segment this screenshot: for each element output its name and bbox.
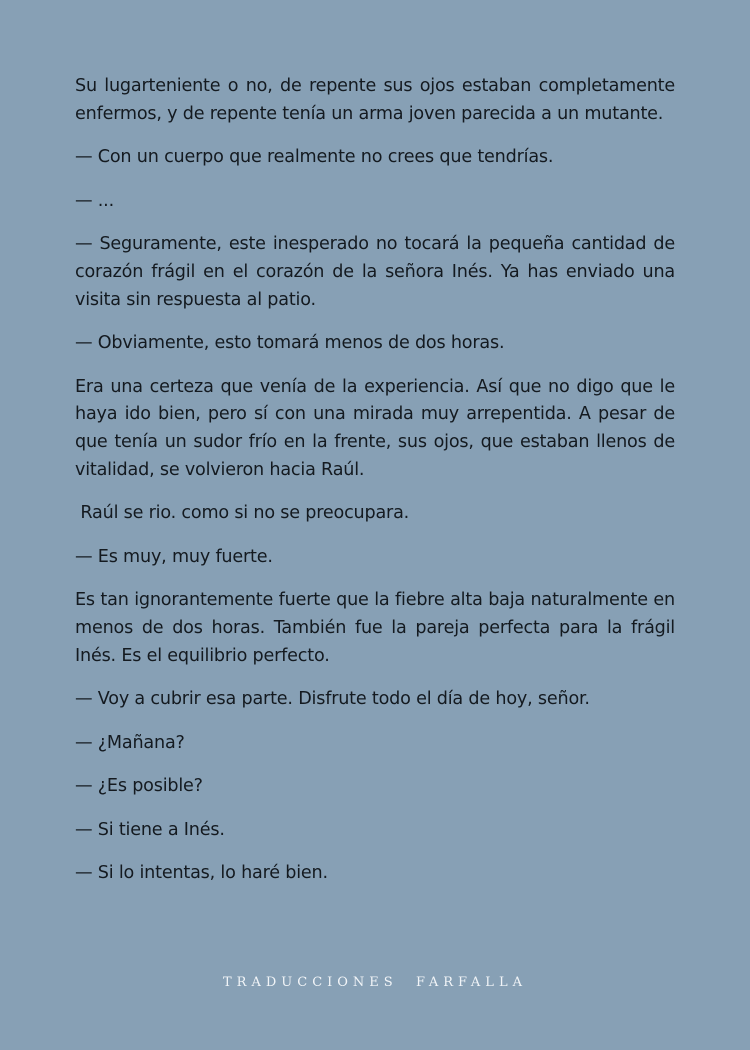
page-body xyxy=(75,73,675,904)
paragraph: — Es muy, muy fuerte. xyxy=(75,546,273,567)
paragraph: — ¿Mañana? xyxy=(75,732,185,753)
paragraph: Era una certeza que venía de la experiencia. Así que no digo que le haya ido bien, pero sí con una mirada muy arrepentida. A pesar de que tenía un sudor frío en la frente, sus ojos, que estaban llenos de vitalidad, se volvieron hacia Raúl. xyxy=(75,376,675,480)
paragraph: — ¿Es posible? xyxy=(75,776,203,797)
paragraph: Su lugarteniente o no, de repente sus ojos estaban completamente enfermos, y de repente tenía un arma joven parecida a un mutante. xyxy=(75,76,675,124)
paragraph: — Seguramente, este inesperado no tocará la pequeña cantidad de corazón frágil en el corazón de la señora Inés. Ya has enviado una visita sin respuesta al patio. xyxy=(75,234,675,310)
paragraph: Raúl se rio. como si no se preocupara. xyxy=(75,503,410,524)
paragraph: — Voy a cubrir esa parte. Disfrute todo el día de hoy, señor. xyxy=(75,689,590,710)
paragraph: — ... xyxy=(75,190,114,211)
paragraph: — Si lo intentas, lo haré bien. xyxy=(75,863,328,884)
footer-credit: TRADUCCIONES FARFALLA xyxy=(223,975,527,990)
paragraph: — Si tiene a Inés. xyxy=(75,819,225,840)
paragraph: — Obviamente, esto tomará menos de dos horas. xyxy=(75,333,505,354)
paragraph: Es tan ignorantemente fuerte que la fiebre alta baja naturalmente en menos de dos horas. También fue la pareja perfecta para la frágil Inés. Es el equilibrio perfecto. xyxy=(75,590,675,666)
paragraph: — Con un cuerpo que realmente no crees que tendrías. xyxy=(75,147,554,168)
